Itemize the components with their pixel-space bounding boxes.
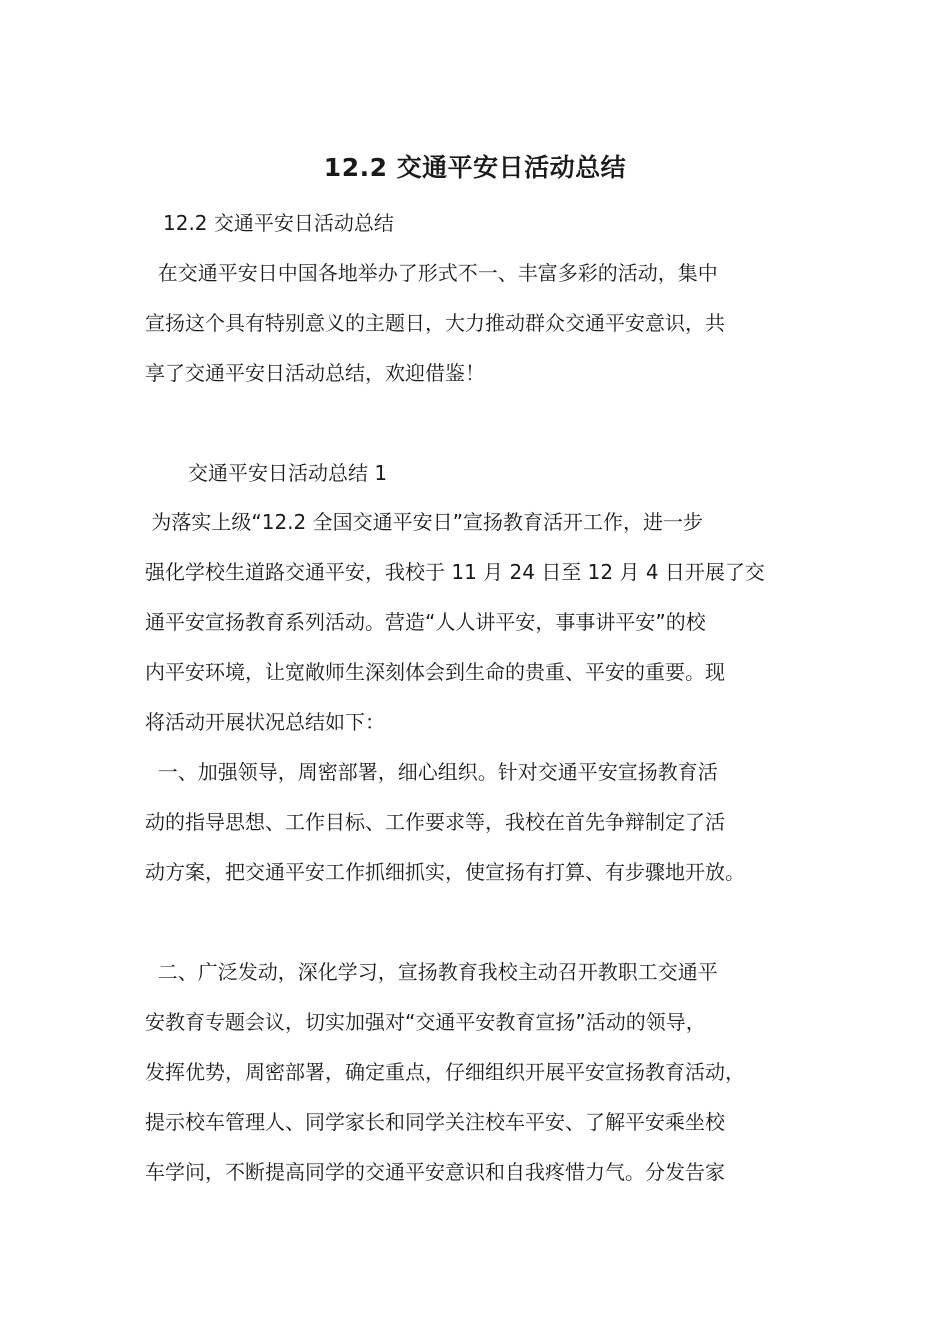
text-line: 提示校车管理人、同学家长和同学关注校车平安、了解平安乘坐校: [145, 1110, 725, 1134]
text-line: 宣扬这个具有特别意义的主题日，大力推动群众交通平安意识，共: [145, 311, 725, 335]
text-line: 在交通平安日中国各地举办了形式不一、丰富多彩的活动，集中: [145, 261, 718, 285]
document-subtitle: 12.2 交通平安日活动总结: [163, 211, 394, 235]
text-line: 强化学校生道路交通平安，我校于 11 月 24 日至 12 月 4 日开展了交: [145, 560, 765, 584]
text-line: 享了交通平安日活动总结，欢迎借鉴！: [145, 361, 485, 385]
text-line: 车学问，不断提高同学的交通平安意识和自我疼惜力气。分发告家: [145, 1160, 725, 1184]
text-line: 动方案，把交通平安工作抓细抓实，使宣扬有打算、有步骤地开放。: [145, 860, 745, 884]
text-line: 为落实上级“12.2 全国交通平安日”宣扬教育活开工作，进一步: [145, 510, 703, 534]
text-line: 将活动开展状况总结如下：: [145, 710, 385, 734]
intro-paragraph: [145, 248, 825, 398]
text-line: 一、加强领导，周密部署，细心组织。针对交通平安宣扬教育活: [145, 760, 718, 784]
text-line: 内平安环境，让宽敞师生深刻体会到生命的贵重、平安的重要。现: [145, 660, 725, 684]
paragraph-one: [145, 497, 825, 747]
text-line: 发挥优势，周密部署，确定重点，仔细组织开展平安宣扬教育活动，: [145, 1060, 745, 1084]
section-heading: 交通平安日活动总结 1: [188, 461, 388, 485]
text-line: 二、广泛发动，深化学习，宣扬教育我校主动召开教职工交通平: [145, 960, 718, 984]
text-line: 安教育专题会议，切实加强对“交通平安教育宣扬”活动的领导，: [145, 1010, 706, 1034]
text-line: 动的指导思想、工作目标、工作要求等，我校在首先争辩制定了活: [145, 810, 725, 834]
document-title: 12.2 交通平安日活动总结: [323, 153, 627, 182]
paragraph-three: [145, 947, 825, 1197]
paragraph-two: [145, 747, 825, 897]
text-line: 通平安宣扬教育系列活动。营造“人人讲平安，事事讲平安”的校: [145, 610, 706, 634]
